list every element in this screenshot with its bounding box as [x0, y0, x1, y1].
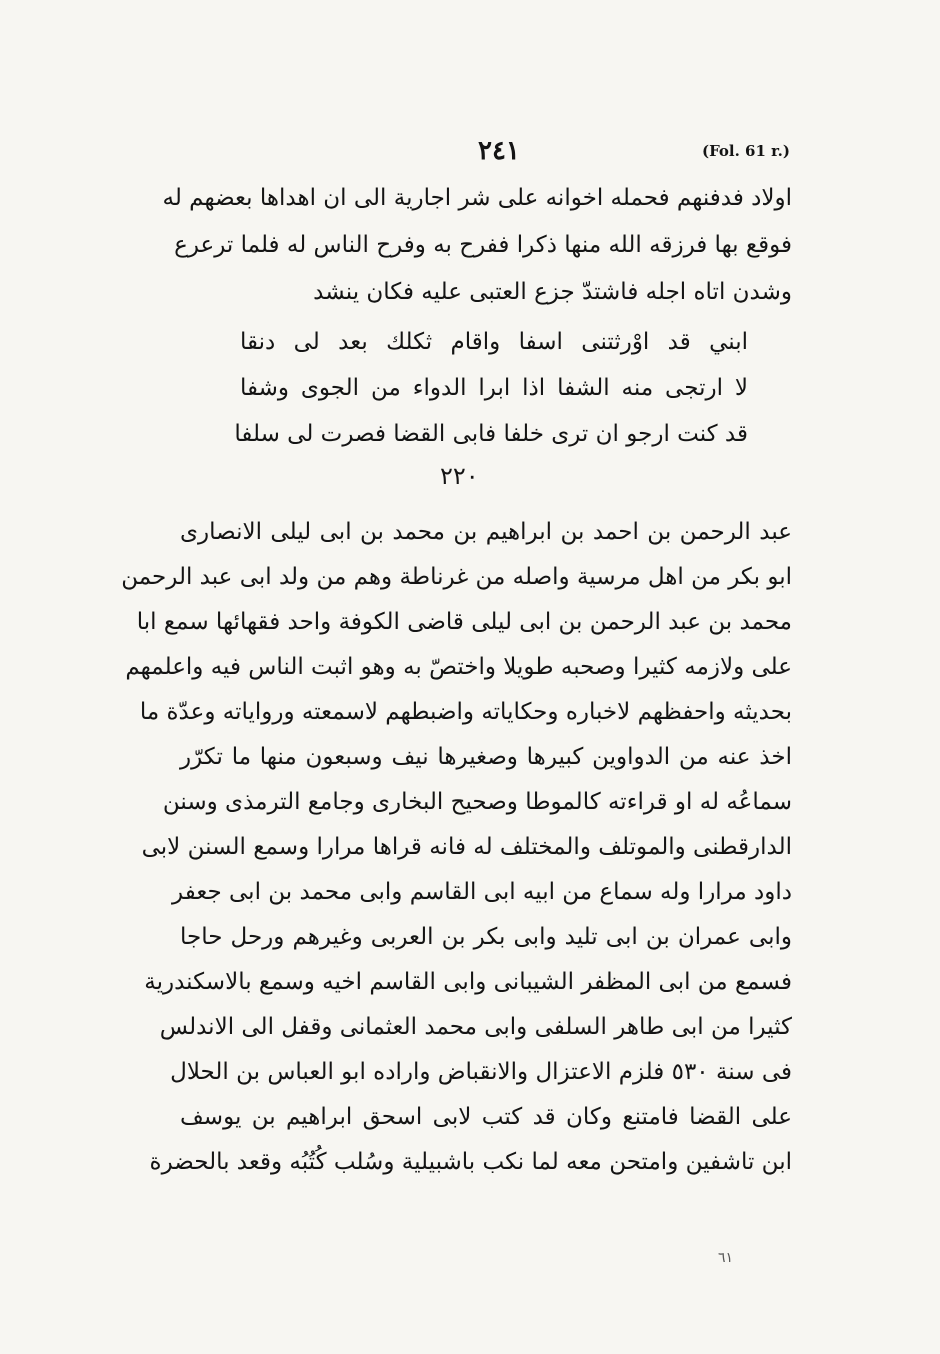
text-line: فوقع بها فرزقه الله منها ذكرا ففرح به وفرح الناس له فلما ترعرع	[174, 232, 792, 258]
text-line: محمد بن عبد الرحمن بن ابى ليلى قاضى الكوفة واحد فقهائها سمع ابا	[136, 609, 792, 635]
footer-signature-mark: ٦١	[718, 1250, 734, 1266]
page-header	[180, 136, 800, 176]
text-line: عبد الرحمن بن احمد بن ابراهيم بن محمد بن ابى ليلى الانصارى	[180, 519, 792, 545]
text-line: وابى عمران بن ابى تليد وابى بكر بن العربى وغيرهم ورحل حاجا	[180, 924, 792, 950]
text-line: فسمع من ابى المظفر الشيبانى وابى القاسم اخيه وسمع بالاسكندرية	[144, 969, 792, 995]
text-line: على القضا فامتنع وكان قد كتب لابى اسحق ابراهيم بن يوسف	[180, 1104, 792, 1130]
verse-line: لا ارتجى منه الشفا اذا ابرا الدواء من الجوى وشفا	[240, 375, 748, 401]
text-line: كثيرا من ابى طاهر السلفى وابى محمد العثمانى وقفل الى الاندلس	[159, 1014, 792, 1040]
text-line: داود مرارا وله سماع من ابيه ابى القاسم وابى محمد بن ابى جعفر	[172, 879, 792, 905]
text-line: اولاد فدفنهم فحمله اخوانه على شر اجارية الى ان اهداها بعضهم له	[162, 185, 792, 211]
text-line: الدارقطنى والموتلف والمختلف له فانه قراها مرارا وسمع السنن لابى	[141, 834, 792, 860]
text-line: على ولازمه كثيرا وصحبه طويلا واختصّ به وهو اثبت الناس فيه واعلمهم	[125, 654, 792, 680]
text-line: وشدن اتاه اجله فاشتدّ جزع العتبى عليه فكان ينشد	[313, 279, 792, 305]
text-line: ابن تاشفين وامتحن معه لما نكب باشبيلية وسُلب كُتُبُه وقعد بالحضرة	[149, 1149, 792, 1175]
folio-reference: (Fol. 61 r.)	[701, 142, 790, 160]
text-line: سماعُه له او قراءته كالموطا وصحيح البخارى وجامع الترمذى وسنن	[162, 789, 792, 815]
verse-line: قد كنت ارجو ان ترى خلفا فابى القضا فصرت لى سلفا	[234, 421, 748, 447]
verse-line: ابني قد اوْرثتنى اسفا واقام ثكلك بعد لى دنقا	[240, 329, 748, 355]
text-line: فى سنة ٥٣٠ فلزم الاعتزال والانقباض واراده ابو العباس بن الحلال	[170, 1059, 792, 1085]
text-line: ابو بكر من اهل مرسية واصله من غرناطة وهم من ولد ابى عبد الرحمن	[121, 564, 792, 590]
text-line: بحديثه واحفظهم لاخباره وحكاياته واضبطهم لاسمعته ورواياته وعدّة ما	[139, 699, 792, 725]
text-line: اخذ عنه من الدواوين كبيرها وصغيرها نيف وسبعون منها ما تكرّر	[180, 744, 792, 770]
page-number: ٢٤١	[478, 136, 520, 166]
entry-number: ٢٢٠	[440, 462, 479, 490]
